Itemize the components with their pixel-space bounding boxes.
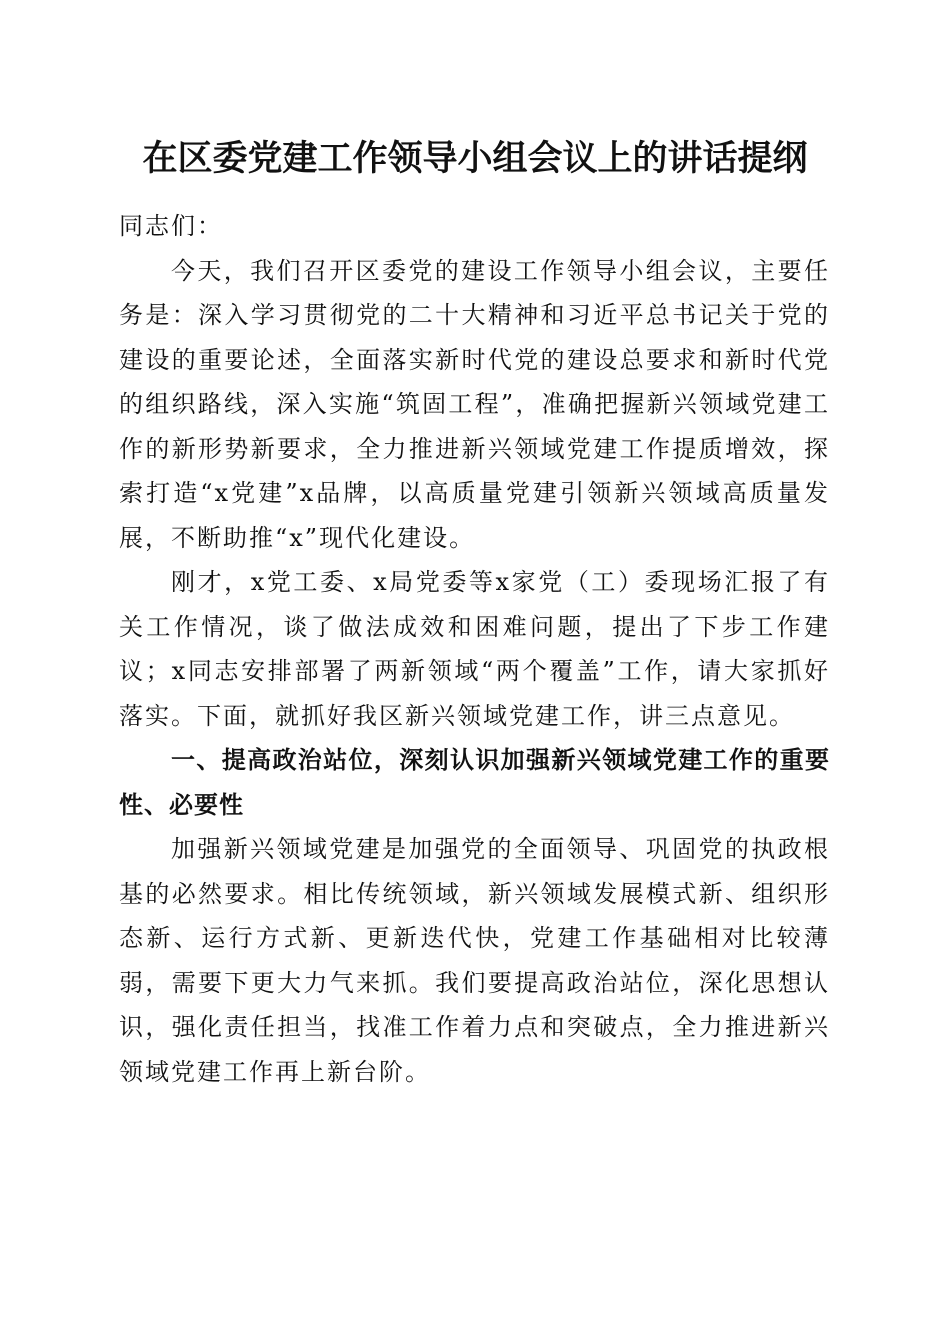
salutation: 同志们： bbox=[119, 212, 223, 240]
document-body bbox=[119, 204, 830, 1094]
paragraph-intro: 今天，我们召开区委党的建设工作领导小组会议，主要任务是：深入学习贯彻党的二十大精神和习近平总书记关于党的建设的重要论述，全面落实新时代党的建设总要求和新时代党的组织路线，深入实施“筑固工程”，准确把握新兴领域党建工作的新形势新要求，全力推进新兴领域党建工作提质增效，探索打造“x党建”x品牌，以高质量党建引领新兴领域高质量发展，不断助推“x”现代化建设。 bbox=[119, 256, 830, 552]
paragraph-summary: 刚才，x党工委、x局党委等x家党（工）委现场汇报了有关工作情况，谈了做法成效和困难问题，提出了下步工作建议；x同志安排部署了两新领域“两个覆盖”工作，请大家抓好落实。下面，就抓好我区新兴领域党建工作，讲三点意见。 bbox=[119, 568, 830, 730]
page-title: 在区委党建工作领导小组会议上的讲话提纲 bbox=[142, 138, 808, 179]
section-heading: 一、提高政治站位，深刻认识加强新兴领域党建工作的重要性、必要性 bbox=[119, 746, 830, 819]
section-paragraph: 加强新兴领域党建是加强党的全面领导、巩固党的执政根基的必然要求。相比传统领域，新兴领域发展模式新、组织形态新、运行方式新、更新迭代快，党建工作基础相对比较薄弱，需要下更大力气来抓。我们要提高政治站位，深化思想认识，强化责任担当，找准工作着力点和突破点，全力推进新兴领域党建工作再上新台阶。 bbox=[119, 835, 830, 1086]
